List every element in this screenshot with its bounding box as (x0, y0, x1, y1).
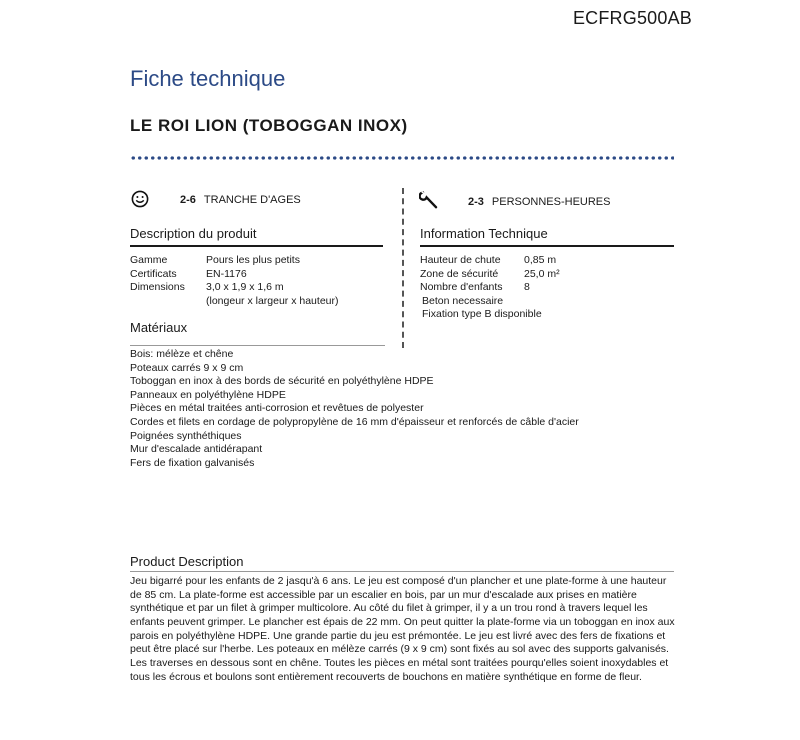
age-range-label: TRANCHE D'AGES (203, 194, 301, 206)
age-range-value: 2-6 (180, 194, 196, 206)
materials-list (130, 348, 579, 470)
persons-per-hour-value: 2-3 (468, 196, 484, 208)
age-range (180, 194, 301, 206)
product-description-rule (130, 571, 674, 572)
description-table (130, 254, 339, 308)
material-item: Poteaux carrés 9 x 9 cm (130, 361, 244, 374)
row-value: 3,0 x 1,9 x 1,6 m (206, 281, 284, 293)
material-item: Pièces en métal traitées anti-corrosion et revêtues de polyester (130, 402, 424, 415)
row-label: Gamme (130, 254, 168, 266)
material-item: Bois: mélèze et chêne (130, 348, 234, 360)
material-item: Poignées synthéthiques (130, 429, 242, 442)
product-description-heading: Product Description (130, 554, 244, 569)
product-code: ECFRG500AB (572, 8, 692, 28)
persons-per-hour-label: PERSONNES-HEURES (491, 196, 611, 208)
row-value: 25,0 m² (524, 267, 560, 280)
description-row (130, 254, 339, 268)
technical-row (420, 254, 560, 268)
technical-row (420, 268, 560, 282)
row-label: Certificats (130, 267, 177, 280)
product-description-text: Jeu bigarré pour les enfants de 2 jasqu'à 6 ans. Le jeu est composé d'un plancher et une plate-forme à une hauteur de 85 cm. La plate-forme est accessible par un escalier en bois, par un mur d'escalade aux prises en matière synthétique et par un filet à grimper multicolore. Au côté du filet à grimper, il y a un trou rond à travers lequel les enfants peuvent grimper. Le plancher est épais de 22 mm. On peut quitter la plate-forme via un toboggan en inox aux parois en polyéthylène HDPE. Une grande partie du jeu est prémontée. Le jeu est livré avec des fers de fixations et peut être placé sur l'herbe. Les poteaux en mélèze carrés (9 x 9 cm) sont fixés au sol avec des supports galvanisés. Les traverses en dessous sont en chêne. Toutes les pièces en métal sont traitées pourqu'elles soient inoxydables et tous les écrous et boulons sont entièrement recouverts de bouchons en matière synthétique en forme de fleur. (130, 575, 675, 683)
row-label: Dimensions (130, 281, 185, 293)
smiley-icon (131, 190, 149, 208)
wrench-icon (419, 189, 441, 211)
row-value: 0,85 m (524, 254, 557, 266)
row-label: Nombre d'enfants (420, 281, 503, 293)
technical-note: Beton necessaire (422, 294, 504, 307)
vertical-divider (402, 188, 404, 348)
description-row (130, 268, 339, 282)
material-item: Cordes et filets en cordage de polypropylène de 16 mm d'épaisseur et renforcés de câble d'acier (130, 415, 579, 428)
description-rule (130, 245, 383, 247)
technical-row (420, 281, 560, 295)
material-item: Toboggan en inox à des bords de sécurité en polyéthylène HDPE (130, 375, 434, 388)
row-label: Hauteur de chute (420, 254, 501, 266)
dotted-divider (130, 156, 674, 160)
row-value: (longeur x largeur x hauteur) (206, 294, 339, 307)
row-value: 8 (524, 281, 530, 293)
technical-heading: Information Technique (420, 226, 548, 241)
description-heading: Description du produit (130, 226, 257, 241)
material-item: Mur d'escalade antidérapant (130, 443, 263, 456)
description-row (130, 295, 339, 309)
row-value: EN-1176 (206, 267, 247, 280)
material-item: Fers de fixation galvanisés (130, 456, 255, 469)
product-title: LE ROI LION (TOBOGGAN INOX) (130, 116, 408, 135)
description-row (130, 281, 339, 295)
materials-rule (130, 345, 385, 346)
technical-note: Fixation type B disponible (422, 308, 542, 320)
technical-rule (420, 245, 674, 247)
materials-heading: Matériaux (130, 320, 188, 335)
material-item: Panneaux en polyéthylène HDPE (130, 388, 286, 401)
row-label: Zone de sécurité (420, 267, 499, 280)
page-title: Fiche technique (130, 66, 286, 91)
row-value: Pours les plus petits (206, 254, 300, 266)
technical-table (420, 254, 560, 322)
persons-per-hour (468, 196, 610, 208)
